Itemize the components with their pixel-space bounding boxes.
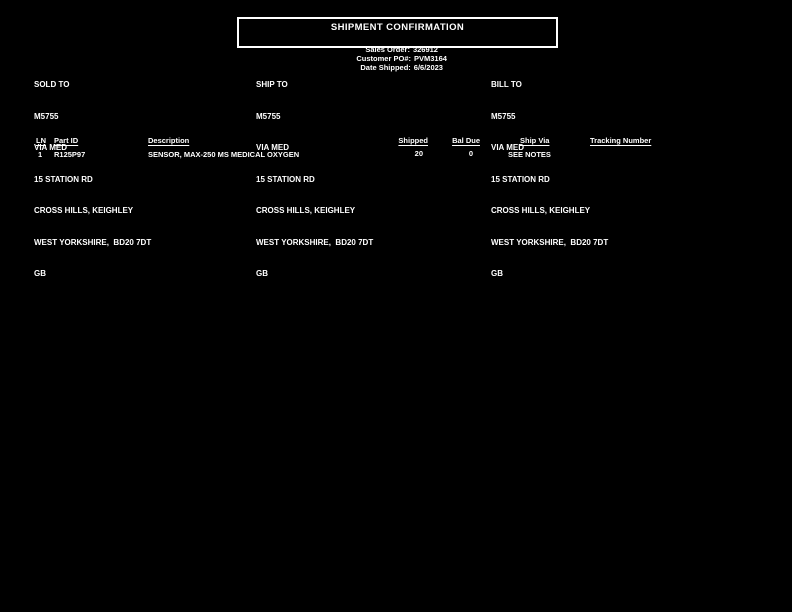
- sold-to-region-postcode: WEST YORKSHIRE, BD20 7DT: [34, 237, 152, 247]
- cell-shipped: 20: [414, 149, 423, 158]
- sold-to-company: VIA MED: [34, 143, 68, 152]
- ship-to-region-postcode: WEST YORKSHIRE, BD20 7DT: [256, 237, 374, 247]
- cell-description: SENSOR, MAX-250 MS MEDICAL OXYGEN: [148, 150, 300, 159]
- sales-order-value: 326912: [412, 45, 438, 54]
- ship-to-street: 15 STATION RD: [256, 174, 315, 184]
- col-header-ln: LN: [36, 136, 46, 145]
- ship-to-country: GB: [256, 269, 268, 278]
- cell-ln: 1: [38, 150, 43, 159]
- sold-to-country: GB: [34, 269, 46, 278]
- ship-to-label: SHIP TO: [256, 80, 288, 89]
- cell-ship-via: SEE NOTES: [508, 150, 551, 159]
- customer-po-value: PVM3164: [414, 54, 447, 63]
- page-title: SHIPMENT CONFIRMATION: [330, 22, 465, 33]
- cell-bal-due: 0: [468, 149, 473, 158]
- bill-to-company: VIA MED: [491, 143, 525, 152]
- date-shipped-label: Date Shipped:: [360, 63, 411, 72]
- ship-to-company: VIA MED: [256, 143, 290, 152]
- col-header-bal-due: Bal Due: [452, 136, 480, 145]
- ship-to-city: CROSS HILLS, KEIGHLEY: [256, 206, 356, 215]
- col-header-shipped: Shipped: [398, 136, 428, 145]
- sold-to-label: SOLD TO: [34, 80, 70, 89]
- sold-to-city: CROSS HILLS, KEIGHLEY: [34, 206, 134, 215]
- col-header-part-id: Part ID: [54, 136, 79, 145]
- col-header-ship-via: Ship Via: [520, 136, 550, 145]
- bill-to-street: 15 STATION RD: [491, 174, 550, 184]
- bill-to-country: GB: [491, 269, 503, 278]
- sold-to-customer-id: M5755: [34, 111, 59, 121]
- date-shipped-value: 6/6/2023: [413, 63, 443, 72]
- sold-to-block: [34, 59, 151, 290]
- customer-po-label: Customer PO#:: [356, 54, 411, 63]
- sold-to-street: 15 STATION RD: [34, 174, 93, 184]
- bill-to-city: CROSS HILLS, KEIGHLEY: [491, 206, 591, 215]
- bill-to-block: [491, 59, 608, 290]
- title-box: [237, 17, 558, 72]
- ship-to-block: [256, 59, 373, 290]
- bill-to-label: BILL TO: [491, 80, 522, 89]
- sales-order: [365, 45, 438, 54]
- col-header-description: Description: [148, 136, 190, 145]
- col-header-tracking: Tracking Number: [590, 136, 652, 145]
- ship-to-customer-id: M5755: [256, 111, 281, 121]
- cell-part-id: R125P97: [54, 150, 86, 159]
- bill-to-region-postcode: WEST YORKSHIRE, BD20 7DT: [491, 237, 609, 247]
- sales-order-label: Sales Order:: [365, 45, 410, 54]
- bill-to-customer-id: M5755: [491, 111, 516, 121]
